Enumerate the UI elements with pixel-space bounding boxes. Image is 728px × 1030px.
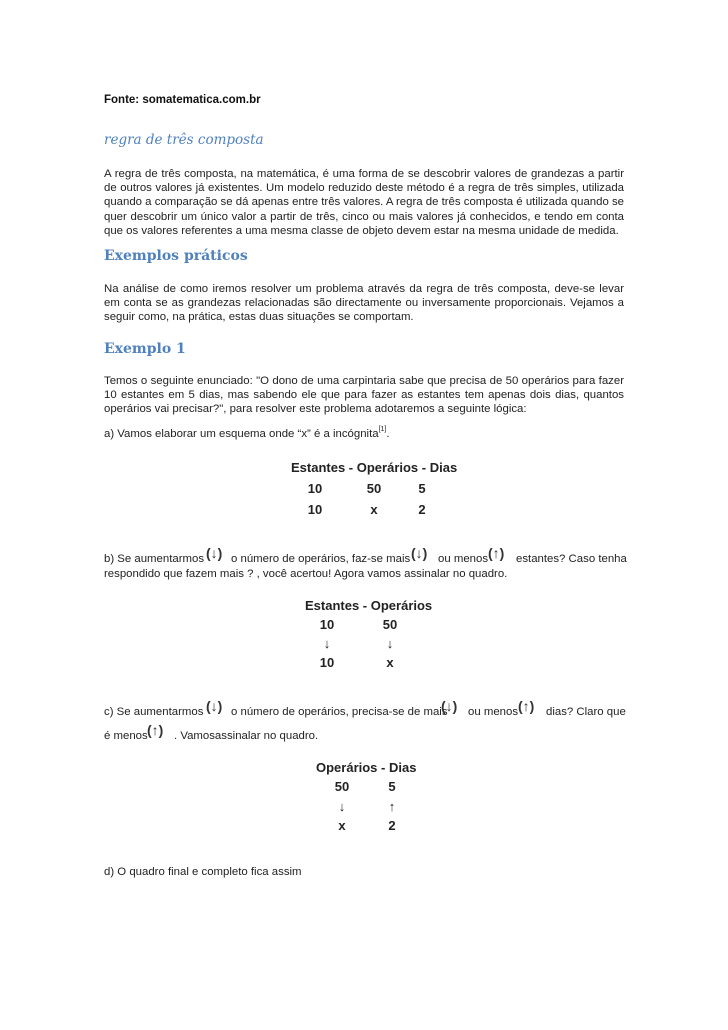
- table3: [316, 760, 416, 775]
- table1-cell: 5: [418, 481, 426, 496]
- table2-cell: 50: [382, 617, 398, 632]
- step-b-part2: o número de operários, faz-se mais: [231, 553, 411, 565]
- table2-cell: x: [386, 655, 394, 670]
- step-c-line2b: . Vamosassinalar no quadro.: [174, 730, 319, 742]
- table3-cell: 2: [388, 818, 396, 833]
- step-b-part4: estantes? Caso tenha: [516, 553, 627, 565]
- step-c-part2: o número de operários, precisa-se de mais: [231, 706, 448, 718]
- step-a-text: [104, 428, 390, 440]
- down-arrow-icon: ↓: [338, 799, 346, 814]
- table3-cell: 5: [388, 779, 396, 794]
- footnote-ref[interactable]: [1]: [378, 426, 387, 433]
- table1-cell: 10: [307, 502, 323, 517]
- table1-cell: x: [370, 502, 378, 517]
- page-title: regra de três composta: [104, 132, 264, 148]
- step-c-line2a: é menos: [104, 730, 148, 742]
- table3-header: Operários - Dias: [316, 760, 417, 775]
- source-line: Fonte: somatematica.com.br: [104, 94, 261, 106]
- up-arrow-icon: (↑): [488, 545, 505, 561]
- down-arrow-icon: (↓): [411, 545, 428, 561]
- up-arrow-icon: (↑): [147, 722, 164, 738]
- table3-cell: 50: [334, 779, 350, 794]
- table1: [291, 460, 458, 475]
- down-arrow-icon: (↓): [441, 698, 458, 714]
- down-arrow-icon: (↓): [206, 545, 223, 561]
- table1-cell: 50: [366, 481, 382, 496]
- table1-cell: 2: [418, 502, 426, 517]
- step-b-part3: ou menos: [438, 553, 489, 565]
- step-c-part4: dias? Claro que: [546, 706, 626, 718]
- section-paragraph: Na análise de como iremos resolver um problema através da regra de três composta, deve-se levar em conta se as grandezas relacionadas são directamente ou inversamente proporcionais. Vejamos a seguir como, na prática, estas duas situações se comportam.: [104, 283, 624, 324]
- example1-paragraph: Temos o seguinte enunciado: "O dono de uma carpintaria sabe que precisa de 50 operários para fazer 10 estantes em 5 dias, mas sabendo ele que para fazer as estantes tem apenas dois dias, quantos operários vai precisar?", para resolver este problema adotaremos a seguinte lógica:: [104, 375, 624, 416]
- table2: [305, 598, 433, 613]
- table3-cell: x: [338, 818, 346, 833]
- up-arrow-icon: (↑): [518, 698, 535, 714]
- step-a-label: a) Vamos elaborar um esquema onde “x” é a incógnita: [104, 428, 379, 440]
- example1-heading: Exemplo 1: [104, 341, 186, 357]
- step-c-part1: c) Se aumentarmos: [104, 706, 204, 718]
- up-arrow-icon: ↑: [388, 799, 396, 814]
- table2-header: Estantes - Operários: [305, 598, 433, 613]
- down-arrow-icon: ↓: [386, 636, 394, 651]
- step-c-part3: ou menos: [468, 706, 519, 718]
- table1-header: Estantes - Operários - Dias: [291, 460, 458, 475]
- step-a-end: .: [386, 428, 390, 440]
- section-heading-exemplos: Exemplos práticos: [104, 248, 248, 264]
- table2-cell: 10: [319, 617, 335, 632]
- down-arrow-icon: (↓): [206, 698, 223, 714]
- step-d-text: d) O quadro final e completo fica assim: [104, 866, 302, 878]
- step-b-line2: respondido que fazem mais ? , você acertou! Agora vamos assinalar no quadro.: [104, 568, 508, 580]
- table2-cell: 10: [319, 655, 335, 670]
- step-b-part1: b) Se aumentarmos: [104, 553, 205, 565]
- intro-paragraph: A regra de três composta, na matemática, é uma forma de se descobrir valores de grandezas a partir de outros valores já existentes. Um modelo reduzido deste método é a regra de três simples, utilizada quando a comparação se dá apenas entre três valores. A regra de três composta é utilizada quando se quer descobrir um único valor a partir de três, cinco ou mais valores já conhecidos, e tendo em conta que os valores referentes a uma mesma classe de objeto devem estar na mesma unidade de medida.: [104, 168, 624, 237]
- down-arrow-icon: ↓: [323, 636, 331, 651]
- table1-cell: 10: [307, 481, 323, 496]
